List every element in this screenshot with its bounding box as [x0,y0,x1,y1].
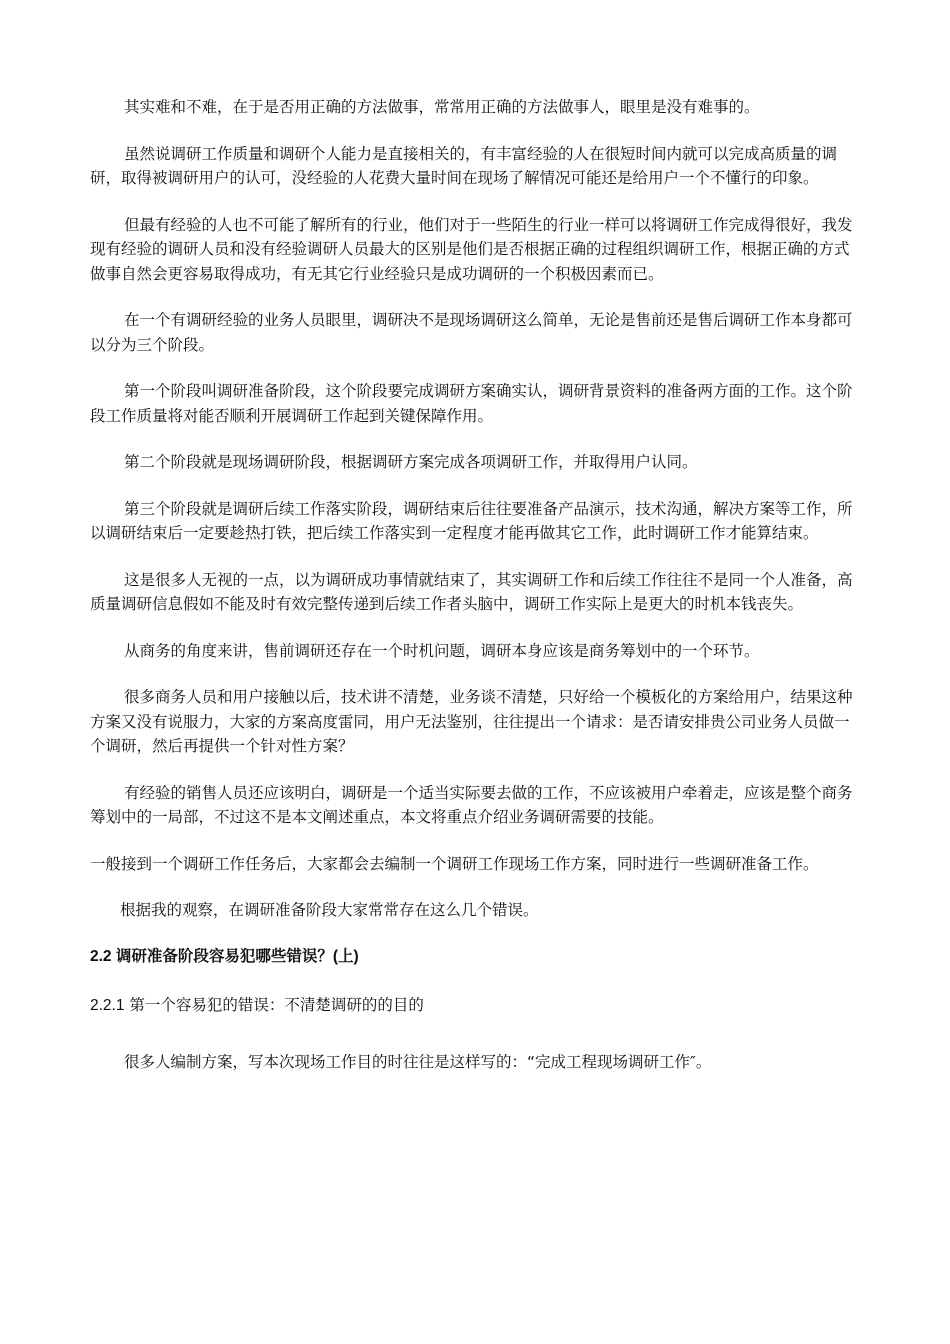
section-heading: 2.2 调研准备阶段容易犯哪些错误？(上) [90,947,359,965]
paragraph: 在一个有调研经验的业务人员眼里，调研决不是现场调研这么简单，无论是售前还是售后调研工作本身都可以分为三个阶段。 [90,311,853,354]
paragraph: 其实难和不难，在于是否用正确的方法做事，常常用正确的方法做事人，眼里是没有难事的。 [124,98,760,116]
paragraph: 第一个阶段叫调研准备阶段，这个阶段要完成调研方案确实认，调研背景资料的准备两方面的工作。这个阶段工作质量将对能否顺利开展调研工作起到关键保障作用。 [90,382,853,425]
paragraph: 一般接到一个调研工作任务后，大家都会去编制一个调研工作现场工作方案，同时进行一些调研准备工作。 [90,854,819,873]
paragraph: 第三个阶段就是调研后续工作落实阶段，调研结束后往往要准备产品演示，技术沟通，解决方案等工作，所以调研结束后一定要趁热打铁，把后续工作落实到一定程度才能再做其它工作，此时调研工作才能算结束。 [90,499,853,542]
paragraph: 虽然说调研工作质量和调研个人能力是直接相关的，有丰富经验的人在很短时间内就可以完成高质量的调研，取得被调研用户的认可，没经验的人花费大量时间在现场了解情况可能还是给用户一个不懂行的印象。 [90,144,838,187]
paragraph: 很多商务人员和用户接触以后，技术讲不清楚，业务谈不清楚，只好给一个模板化的方案给用户，结果这种方案又没有说服力，大家的方案高度雷同，用户无法鉴别，往往提出一个请求：是否请安排贵公司业务人员做一个调研，然后再提供一个针对性方案？ [90,688,853,755]
document-page [90,95,860,1096]
subsection-title: 第一个容易犯的错误：不清楚调研的的目的 [124,995,424,1014]
paragraph: 有经验的销售人员还应该明白，调研是一个适当实际要去做的工作，不应该被用户牵着走，应该是整个商务筹划中的一局部，不过这不是本文阐述重点，本文将重点介绍业务调研需要的技能。 [90,783,853,826]
paragraph: 从商务的角度来讲，售前调研还存在一个时机问题，调研本身应该是商务筹划中的一个环节。 [124,641,760,660]
paragraph: 但最有经验的人也不可能了解所有的行业，他们对于一些陌生的行业一样可以将调研工作完成得很好，我发现有经验的调研人员和没有经验调研人员最大的区别是他们是否根据正确的过程组织调研工作，根据正确的方式做事自然会更容易取得成功，有无其它行业经验只是成功调研的一个积极因素而已。 [90,215,853,283]
paragraph: 根据我的观察，在调研准备阶段大家常常存在这么几个错误。 [120,901,539,919]
paragraph: 第二个阶段就是现场调研阶段，根据调研方案完成各项调研工作，并取得用户认同。 [124,453,698,471]
subsection-heading [90,993,860,1018]
paragraph: 很多人编制方案，写本次现场工作目的时往往是这样写的：“完成工程现场调研工作″。 [124,1052,712,1071]
subsection-number: 2.2.1 [90,996,125,1014]
paragraph: 这是很多人无视的一点，以为调研成功事情就结束了，其实调研工作和后续工作往往不是同一个人准备，高质量调研信息假如不能及时有效完整传递到后续工作者头脑中，调研工作实际上是更大的时机本钱丧失。 [90,570,853,613]
